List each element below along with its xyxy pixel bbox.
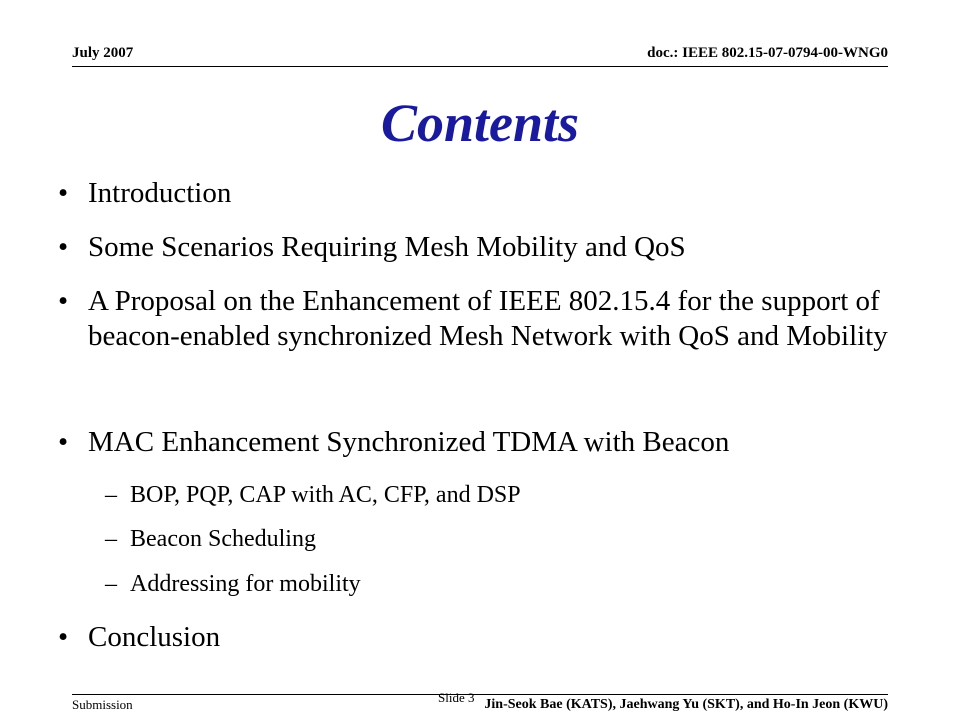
header-date: July 2007 (72, 45, 134, 61)
bullet-item: • Some Scenarios Requiring Mesh Mobility and QoS (88, 230, 898, 265)
footer-authors: Jin-Seok Bae (KATS), Jaehwang Yu (SKT), and Ho-In Jeon (KWU) (484, 697, 888, 712)
footer-submission: Submission (72, 697, 133, 712)
sub-bullet-item: – Addressing for mobility (130, 569, 890, 599)
slide-number: Slide 3 (438, 690, 475, 705)
bullet-item: • Conclusion (88, 620, 898, 655)
sub-bullet-item: – BOP, PQP, CAP with AC, CFP, and DSP (130, 480, 890, 510)
bullet-item: • MAC Enhancement Synchronized TDMA with Beacon (88, 425, 898, 460)
bullet-item: • A Proposal on the Enhancement of IEEE 802.15.4 for the support of beacon-enabled synchronized Mesh Network with QoS and Mobility (88, 284, 898, 354)
bullet-item: • Introduction (88, 176, 898, 211)
slide-title: Contents (380, 93, 580, 153)
sub-bullet-item: – Beacon Scheduling (130, 524, 890, 554)
header-doc-id: doc.: IEEE 802.15-07-0794-00-WNG0 (647, 45, 888, 61)
footer-divider (72, 694, 888, 695)
